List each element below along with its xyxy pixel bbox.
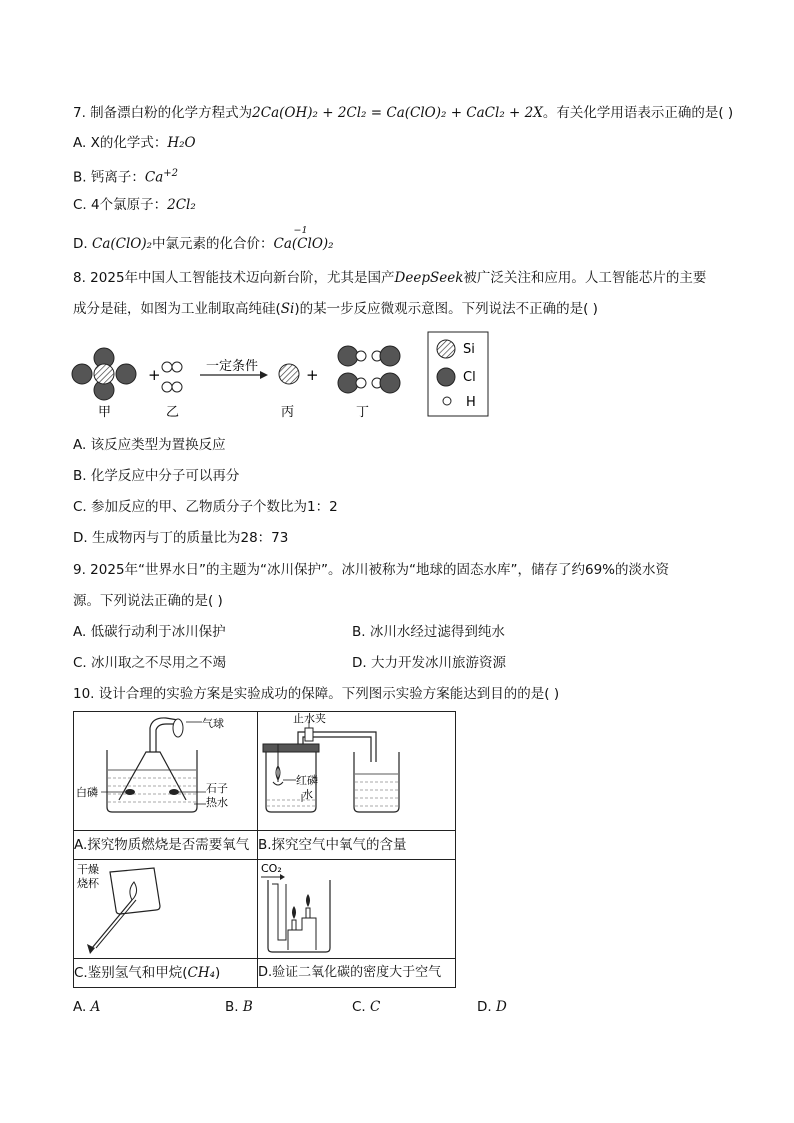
figure-d <box>258 860 455 958</box>
option-value: D <box>495 999 507 1015</box>
option-label: 钙离子： <box>90 169 145 186</box>
label-stone: 石子 <box>206 782 228 795</box>
formula: 2Cl₂ <box>167 197 196 213</box>
option-prefix: C. <box>352 999 371 1015</box>
label-red-phosphorus: 红磷 <box>296 774 318 787</box>
q7-equation: 2Ca(OH)₂ + 2Cl₂ = Ca(ClO)₂ + CaCl₂ + 2X <box>252 105 543 121</box>
q8-option-d: D. 生成物丙与丁的质量比为28：73 <box>73 530 289 546</box>
label-clamp: 止水夹 <box>293 712 326 725</box>
option-prefix: C. <box>73 197 92 213</box>
molecule-jia <box>72 348 136 400</box>
option-prefix: B. <box>73 169 91 186</box>
option-label: X的化学式： <box>90 135 168 151</box>
q8-text: 成分是硅，如图为工业制取高纯硅( <box>73 301 281 317</box>
q8-text: 8. 2025年中国人工智能技术迈向新台阶，尤其是国产 <box>73 270 395 286</box>
option-label: 中氯元素的化合价： <box>152 236 274 252</box>
q8-stem-line2 <box>73 299 598 319</box>
formula: Ca <box>144 169 164 186</box>
legend-box <box>428 332 488 416</box>
option-prefix: A. <box>73 135 91 151</box>
cell-b-figure <box>258 712 456 831</box>
label-water: 水 <box>302 788 313 801</box>
caption-b: B.探究空气中氧气的含量 <box>258 831 456 860</box>
q8-stem-line1 <box>73 268 706 288</box>
q10-option-b <box>225 997 253 1017</box>
option-value: B <box>242 999 253 1015</box>
q7-stem-text: 7. 制备漂白粉的化学方程式为 <box>73 105 253 121</box>
label-co2: CO₂ <box>261 862 282 875</box>
caption-c-formula: CH₄ <box>187 965 215 981</box>
q9-option-c: C. 冰川取之不尽用之不竭 <box>73 655 227 671</box>
label-hot-water: 热水 <box>206 796 228 809</box>
label-yi: 乙 <box>166 405 180 420</box>
plus-sign: + <box>148 366 161 384</box>
reaction-condition: 一定条件 <box>206 359 259 374</box>
cell-c-figure <box>74 860 258 959</box>
arrow-head <box>260 371 268 379</box>
caption-d: D.验证二氧化碳的密度大于空气 <box>258 959 456 988</box>
caption-c-text: C.鉴别氢气和甲烷( <box>74 965 188 981</box>
valence-formula <box>273 225 334 254</box>
molecule-yi <box>162 362 182 392</box>
caption-a: A.探究物质燃烧是否需要氧气 <box>74 831 258 860</box>
q8-option-c: C. 参加反应的甲、乙物质分子个数比为1：2 <box>73 499 338 515</box>
q9-option-d: D. 大力开发冰川旅游资源 <box>352 655 506 671</box>
caption-c <box>74 959 258 988</box>
figure-a <box>74 712 257 830</box>
q7-option-c <box>73 195 196 215</box>
q8-option-a: A. 该反应类型为置换反应 <box>73 437 226 453</box>
q10-experiment-table <box>73 711 456 988</box>
option-prefix: B. <box>225 999 243 1015</box>
figure-b <box>258 712 455 830</box>
molecule-ding <box>338 346 400 393</box>
q8-text: )的某一步反应微观示意图。下列说法不正确的是( ) <box>294 301 598 317</box>
q8-math: Si <box>280 301 295 317</box>
plus-sign: + <box>306 366 319 384</box>
label-ding: 丁 <box>356 405 370 420</box>
label-dry: 干燥 <box>77 863 99 876</box>
q7-option-b <box>73 164 178 188</box>
legend-si: Si <box>463 342 475 357</box>
q8-option-b: B. 化学反应中分子可以再分 <box>73 468 240 484</box>
q10-option-a <box>73 997 100 1017</box>
q7-option-d <box>73 225 334 254</box>
molecule-bing <box>279 364 299 384</box>
cell-a-figure <box>74 712 258 831</box>
q9-stem-line1: 9. 2025年“世界水日”的主题为“冰川保护”。冰川被称为“地球的固态水库”，储存了约69%的淡水资 <box>73 562 669 578</box>
q8-text: 被广泛关注和应用。人工智能芯片的主要 <box>463 270 707 286</box>
figure-c <box>74 860 257 958</box>
q8-math: DeepSeek <box>394 270 464 286</box>
q9-stem-line2: 源。下列说法正确的是( ) <box>73 593 223 609</box>
label-white-phosphorus: 白磷 <box>76 786 98 799</box>
q7-stem-suffix: 。有关化学用语表示正确的是( ) <box>542 105 734 121</box>
label-bing: 丙 <box>281 405 295 420</box>
option-label: 4个氯原子： <box>91 197 168 213</box>
option-prefix: D. <box>73 236 92 252</box>
cell-d-figure <box>258 860 456 959</box>
q10-stem: 10. 设计合理的实验方案是实验成功的保障。下列图示实验方案能达到目的的是( ) <box>73 686 560 702</box>
q9-option-b: B. 冰川水经过滤得到纯水 <box>352 624 505 640</box>
legend-h: H <box>466 395 476 410</box>
formula: Ca(ClO)₂ <box>91 236 153 252</box>
q10-option-c <box>352 997 380 1017</box>
q7-option-a <box>73 133 196 153</box>
formula: Ca(ClO)₂ <box>273 236 334 252</box>
formula: H₂O <box>167 135 196 151</box>
label-balloon: 气球 <box>202 717 224 730</box>
label-beaker: 烧杯 <box>77 877 99 890</box>
ion-charge: +2 <box>163 168 178 179</box>
reaction-diagram <box>60 325 500 425</box>
q9-option-a: A. 低碳行动利于冰川保护 <box>73 624 226 640</box>
q10-option-d <box>477 997 507 1017</box>
caption-c-suffix: ) <box>215 965 221 981</box>
option-value: C <box>370 999 381 1015</box>
option-value: A <box>90 999 101 1015</box>
q7-stem <box>73 103 733 123</box>
option-prefix: D. <box>477 999 496 1015</box>
option-prefix: A. <box>73 999 91 1015</box>
label-jia: 甲 <box>98 405 112 420</box>
legend-cl: Cl <box>463 370 476 385</box>
valence-mark: −1 <box>293 225 308 236</box>
